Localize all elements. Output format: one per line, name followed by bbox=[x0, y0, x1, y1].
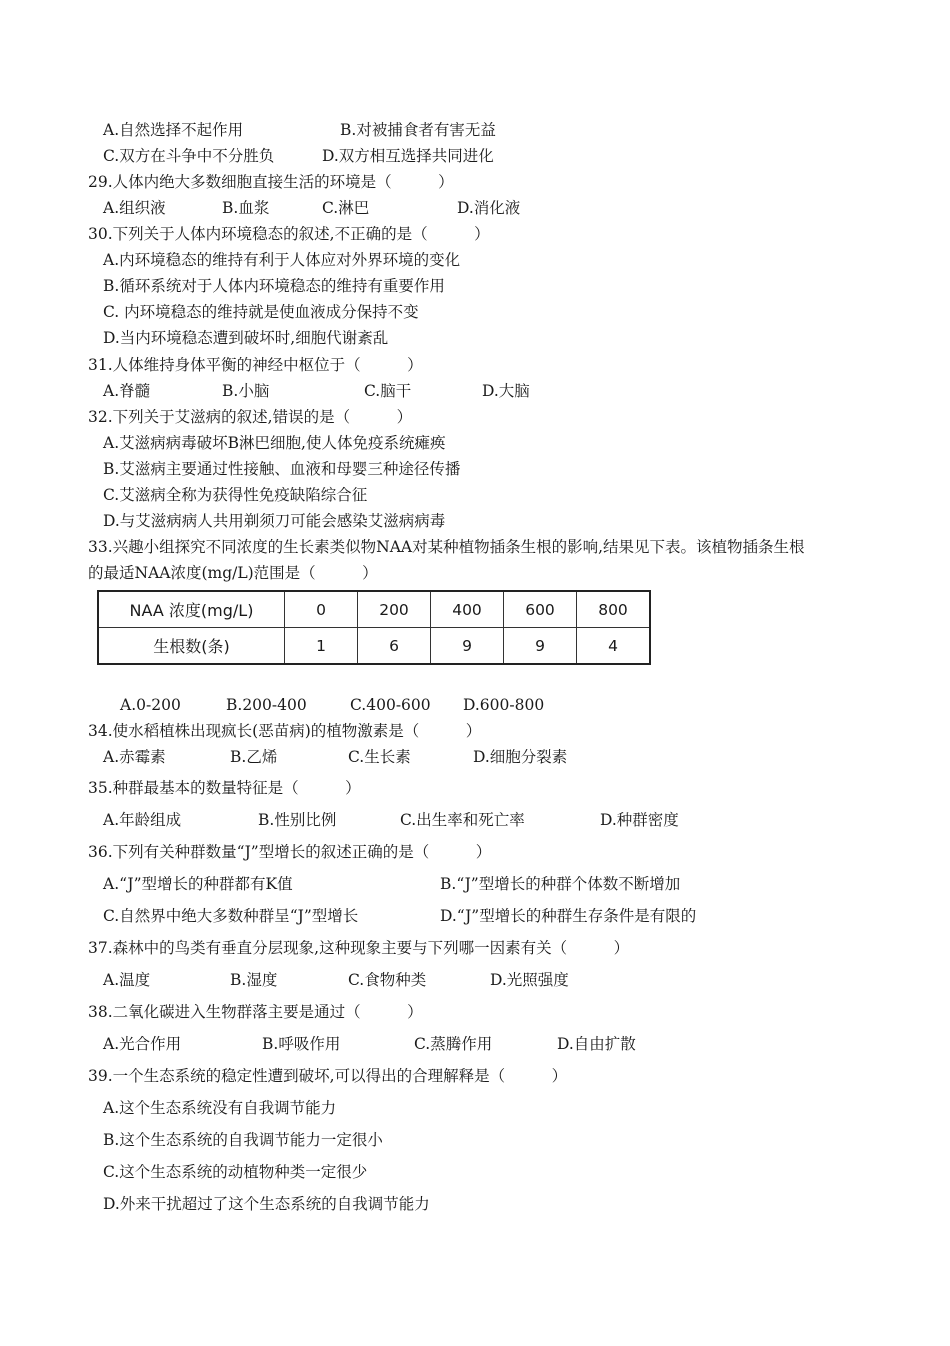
q32-option-d: D.与艾滋病病人共用剃须刀可能会感染艾滋病病毒 bbox=[103, 512, 446, 530]
q35-option-d: D.种群密度 bbox=[600, 811, 679, 829]
q31-stem: 31.人体维持身体平衡的神经中枢位于（ ） bbox=[88, 356, 423, 374]
q38-option-d: D.自由扩散 bbox=[557, 1035, 636, 1053]
naa-concentration-cell: 200 bbox=[358, 591, 431, 628]
q36-option-a: A.“J”型增长的种群都有K值 bbox=[103, 875, 293, 893]
q34-option-a: A.赤霉素 bbox=[103, 748, 166, 766]
q29-option-c: C.淋巴 bbox=[322, 199, 370, 217]
q35-stem: 35.种群最基本的数量特征是（ ） bbox=[88, 779, 361, 797]
q38-option-b: B.呼吸作用 bbox=[262, 1035, 341, 1053]
q32-option-a: A.艾滋病病毒破坏B淋巴细胞,使人体免疫系统瘫痪 bbox=[103, 434, 446, 452]
q35-option-a: A.年龄组成 bbox=[103, 811, 182, 829]
root-count-cell: 4 bbox=[577, 628, 651, 665]
q29-stem: 29.人体内绝大多数细胞直接生活的环境是（ ） bbox=[88, 173, 454, 191]
q37-stem: 37.森林中的鸟类有垂直分层现象,这种现象主要与下列哪一因素有关（ ） bbox=[88, 939, 630, 957]
q30-option-d: D.当内环境稳态遭到破坏时,细胞代谢紊乱 bbox=[103, 329, 389, 347]
q28-option-b: B.对被捕食者有害无益 bbox=[340, 121, 496, 139]
root-count-header: 生根数(条) bbox=[98, 628, 285, 665]
q32-option-b: B.艾滋病主要通过性接触、血液和母婴三种途径传播 bbox=[103, 460, 461, 478]
q31-option-d: D.大脑 bbox=[482, 382, 530, 400]
q34-option-c: C.生长素 bbox=[348, 748, 411, 766]
q33-option-a: A.0-200 bbox=[120, 696, 181, 714]
q33-option-c: C.400-600 bbox=[350, 696, 431, 714]
naa-concentration-cell: 400 bbox=[431, 591, 504, 628]
q39-option-b: B.这个生态系统的自我调节能力一定很小 bbox=[103, 1131, 383, 1149]
table-row bbox=[98, 591, 650, 628]
naa-concentration-cell: 0 bbox=[285, 591, 358, 628]
naa-table bbox=[97, 590, 651, 665]
q28-option-c: C.双方在斗争中不分胜负 bbox=[103, 147, 275, 165]
q31-option-c: C.脑干 bbox=[364, 382, 412, 400]
q36-option-d: D.“J”型增长的种群生存条件是有限的 bbox=[440, 907, 697, 925]
q34-stem: 34.使水稻植株出现疯长(恶苗病)的植物激素是（ ） bbox=[88, 722, 482, 740]
q35-option-c: C.出生率和死亡率 bbox=[400, 811, 525, 829]
q29-option-d: D.消化液 bbox=[457, 199, 521, 217]
naa-concentration-header: NAA 浓度(mg/L) bbox=[98, 591, 285, 628]
q33-stem-line2: 的最适NAA浓度(mg/L)范围是（ ） bbox=[88, 564, 378, 582]
q39-option-c: C.这个生态系统的动植物种类一定很少 bbox=[103, 1163, 368, 1181]
q37-option-c: C.食物种类 bbox=[348, 971, 427, 989]
q30-stem: 30.下列关于人体内环境稳态的叙述,不正确的是（ ） bbox=[88, 225, 490, 243]
q34-option-d: D.细胞分裂素 bbox=[473, 748, 568, 766]
q36-option-c: C.自然界中绝大多数种群呈“J”型增长 bbox=[103, 907, 359, 925]
q30-option-a: A.内环境稳态的维持有利于人体应对外界环境的变化 bbox=[103, 251, 461, 269]
root-count-cell: 1 bbox=[285, 628, 358, 665]
q29-option-a: A.组织液 bbox=[103, 199, 166, 217]
q35-option-b: B.性别比例 bbox=[258, 811, 337, 829]
q33-stem-line1: 33.兴趣小组探究不同浓度的生长素类似物NAA对某种植物插条生根的影响,结果见下表。该植物插条生根 bbox=[88, 538, 805, 556]
naa-concentration-cell: 800 bbox=[577, 591, 651, 628]
q37-option-a: A.温度 bbox=[103, 971, 151, 989]
q34-option-b: B.乙烯 bbox=[230, 748, 278, 766]
q38-option-c: C.蒸腾作用 bbox=[414, 1035, 493, 1053]
q39-option-d: D.外来干扰超过了这个生态系统的自我调节能力 bbox=[103, 1195, 430, 1213]
q38-option-a: A.光合作用 bbox=[103, 1035, 182, 1053]
q37-option-b: B.湿度 bbox=[230, 971, 278, 989]
q38-stem: 38.二氧化碳进入生物群落主要是通过（ ） bbox=[88, 1003, 423, 1021]
q28-option-d: D.双方相互选择共同进化 bbox=[322, 147, 494, 165]
q39-option-a: A.这个生态系统没有自我调节能力 bbox=[103, 1099, 337, 1117]
root-count-cell: 9 bbox=[504, 628, 577, 665]
q33-option-d: D.600-800 bbox=[463, 696, 545, 714]
table-row bbox=[98, 628, 650, 665]
root-count-cell: 6 bbox=[358, 628, 431, 665]
q32-stem: 32.下列关于艾滋病的叙述,错误的是（ ） bbox=[88, 408, 413, 426]
q36-stem: 36.下列有关种群数量“J”型增长的叙述正确的是（ ） bbox=[88, 843, 492, 861]
q32-option-c: C.艾滋病全称为获得性免疫缺陷综合征 bbox=[103, 486, 368, 504]
q28-option-a: A.自然选择不起作用 bbox=[103, 121, 244, 139]
q30-option-c: C. 内环境稳态的维持就是使血液成分保持不变 bbox=[103, 303, 419, 321]
q36-option-b: B.“J”型增长的种群个体数不断增加 bbox=[440, 875, 681, 893]
naa-concentration-cell: 600 bbox=[504, 591, 577, 628]
q33-option-b: B.200-400 bbox=[226, 696, 307, 714]
q39-stem: 39.一个生态系统的稳定性遭到破坏,可以得出的合理解释是（ ） bbox=[88, 1067, 568, 1085]
q31-option-a: A.脊髓 bbox=[103, 382, 151, 400]
q29-option-b: B.血浆 bbox=[222, 199, 270, 217]
root-count-cell: 9 bbox=[431, 628, 504, 665]
q37-option-d: D.光照强度 bbox=[490, 971, 569, 989]
q30-option-b: B.循环系统对于人体内环境稳态的维持有重要作用 bbox=[103, 277, 445, 295]
q31-option-b: B.小脑 bbox=[222, 382, 270, 400]
